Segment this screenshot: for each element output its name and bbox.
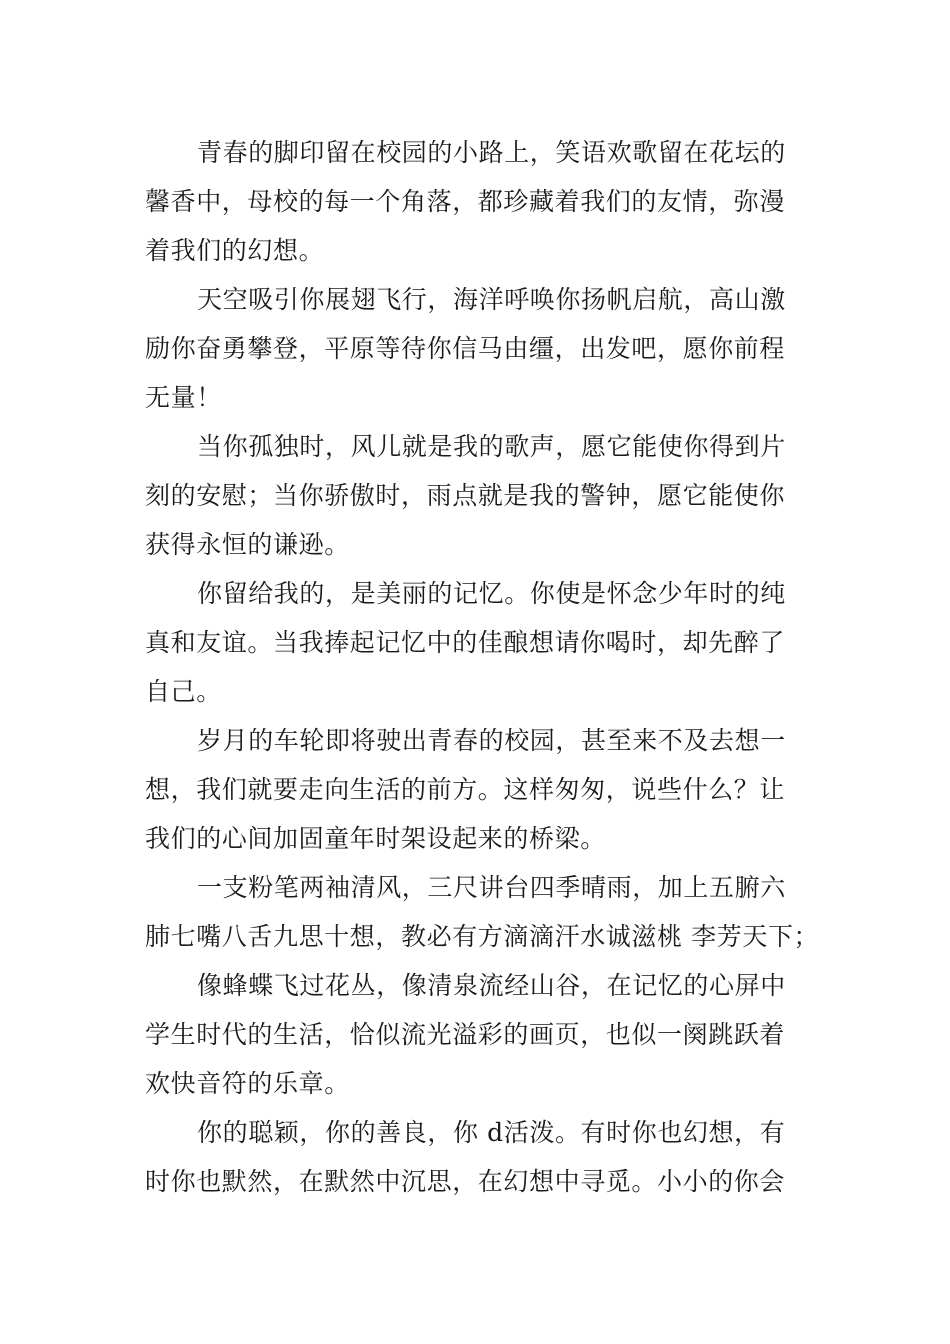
text-line: 天空吸引你展翅飞行，海洋呼唤你扬帆启航，高山激	[197, 285, 786, 314]
text-line: 青春的脚印留在校园的小路上，笑语欢歌留在花坛的	[197, 138, 786, 167]
text-line: 一支粉笔两袖清风，三尺讲台四季晴雨，加上五腑六	[197, 873, 786, 902]
paragraph-8	[145, 1108, 807, 1206]
text-line: 你留给我的，是美丽的记忆。你使是怀念少年时的纯	[197, 579, 786, 608]
text-line: 我们的心间加固童年时架设起来的桥梁。	[145, 824, 606, 853]
paragraph-1	[145, 128, 807, 275]
text-line: 着我们的幻想。	[145, 236, 325, 265]
paragraph-6	[145, 863, 820, 961]
text-line: 当你孤独时，风儿就是我的歌声，愿它能使你得到片	[197, 432, 786, 461]
text-line: 岁月的车轮即将驶出青春的校园，甚至来不及去想一	[197, 726, 786, 755]
text-line: 无量！	[145, 383, 222, 412]
text-line: 获得永恒的谦逊。	[145, 530, 350, 559]
document-body	[145, 128, 820, 1206]
text-line: 自己。	[145, 677, 222, 706]
paragraph-3	[145, 422, 807, 569]
text-line: 像蜂蝶飞过花丛，像清泉流经山谷，在记忆的心屏中	[197, 971, 786, 1000]
text-line: 欢快音符的乐章。	[145, 1069, 350, 1098]
paragraph-2	[145, 275, 807, 422]
text-line: 时你也默然，在默然中沉思，在幻想中寻觅。小小的你会	[145, 1167, 786, 1196]
text-line: 想，我们就要走向生活的前方。这样匆匆，说些什么？让	[145, 775, 786, 804]
paragraph-7	[145, 961, 807, 1108]
text-line: 励你奋勇攀登，平原等待你信马由缰，出发吧，愿你前程	[145, 334, 786, 363]
text-line: 刻的安慰；当你骄傲时，雨点就是我的警钟，愿它能使你	[145, 481, 786, 510]
text-line: 真和友谊。当我捧起记忆中的佳酿想请你喝时，却先醉了	[145, 628, 786, 657]
paragraph-4	[145, 569, 807, 716]
paragraph-5	[145, 716, 807, 863]
text-line: 肺七嘴八舌九思十想，教必有方滴滴汗水诚滋桃 李芳天下；	[145, 922, 820, 951]
text-line: 学生时代的生活，恰似流光溢彩的画页，也似一阕跳跃着	[145, 1020, 786, 1049]
text-line: 馨香中，母校的每一个角落，都珍藏着我们的友情，弥漫	[145, 187, 786, 216]
text-line: 你的聪颖，你的善良，你 d活泼。有时你也幻想，有	[197, 1118, 786, 1147]
